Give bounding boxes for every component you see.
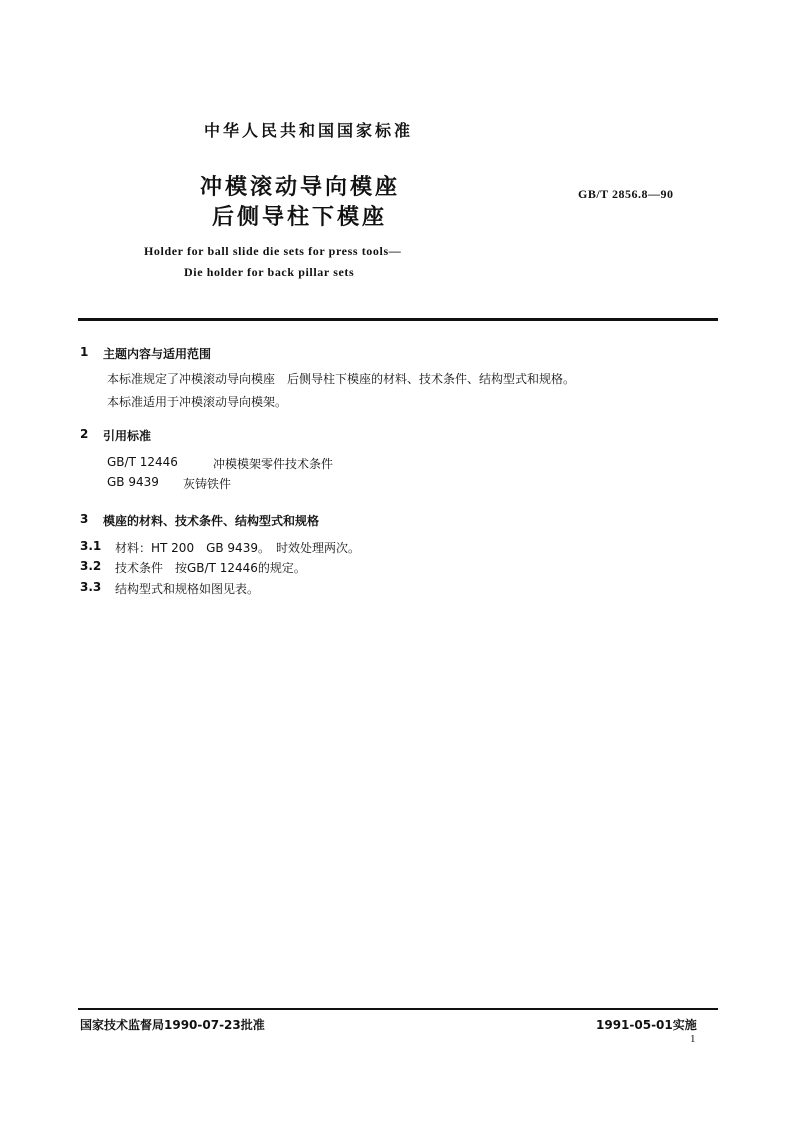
clause-3-3-text: 结构型式和规格如图见表。 <box>115 582 260 596</box>
approval-date: 国家技术监督局1990-07-23批准 <box>80 1018 265 1032</box>
implementation-date: 1991-05-01实施 <box>596 1018 697 1032</box>
issuing-organization: 中华人民共和国国家标准 <box>204 121 414 140</box>
section-2-title: 引用标准 <box>103 429 152 443</box>
reference-2-code: GB 9439 <box>107 475 159 489</box>
reference-1-name: 冲模模架零件技术条件 <box>213 457 334 471</box>
title-line-1: 冲模滚动导向模座 <box>200 175 401 200</box>
footer-divider <box>78 1008 718 1010</box>
clause-3-3-number: 3.3 <box>80 580 102 594</box>
clause-3-2-number: 3.2 <box>80 559 102 573</box>
section-1-paragraph-1: 本标准规定了冲模滚动导向模座 后侧导柱下模座的材料、技术条件、结构型式和规格。 <box>107 372 576 386</box>
english-title-line-1: Holder for ball slide die sets for press tools— <box>144 244 402 258</box>
section-2-number: 2 <box>80 427 89 441</box>
section-3-number: 3 <box>80 512 89 526</box>
clause-3-1-number: 3.1 <box>80 539 102 553</box>
title-line-2: 后侧导柱下模座 <box>212 205 388 230</box>
section-1-title: 主题内容与适用范围 <box>103 347 212 361</box>
clause-3-1-text: 材料：HT 200 GB 9439。 时效处理两次。 <box>115 541 360 555</box>
standard-code: GB/T 2856.8—90 <box>578 187 674 201</box>
section-1-number: 1 <box>80 345 89 359</box>
section-3-title: 模座的材料、技术条件、结构型式和规格 <box>103 514 320 528</box>
reference-2-name: 灰铸铁件 <box>183 477 232 491</box>
clause-3-2-text: 技术条件 按GB/T 12446的规定。 <box>115 561 306 575</box>
reference-1-code: GB/T 12446 <box>107 455 178 469</box>
section-1-paragraph-2: 本标准适用于冲模滚动导向模架。 <box>107 395 288 409</box>
header-divider <box>78 318 718 321</box>
english-title-line-2: Die holder for back pillar sets <box>184 265 355 279</box>
page-number: 1 <box>690 1033 696 1045</box>
